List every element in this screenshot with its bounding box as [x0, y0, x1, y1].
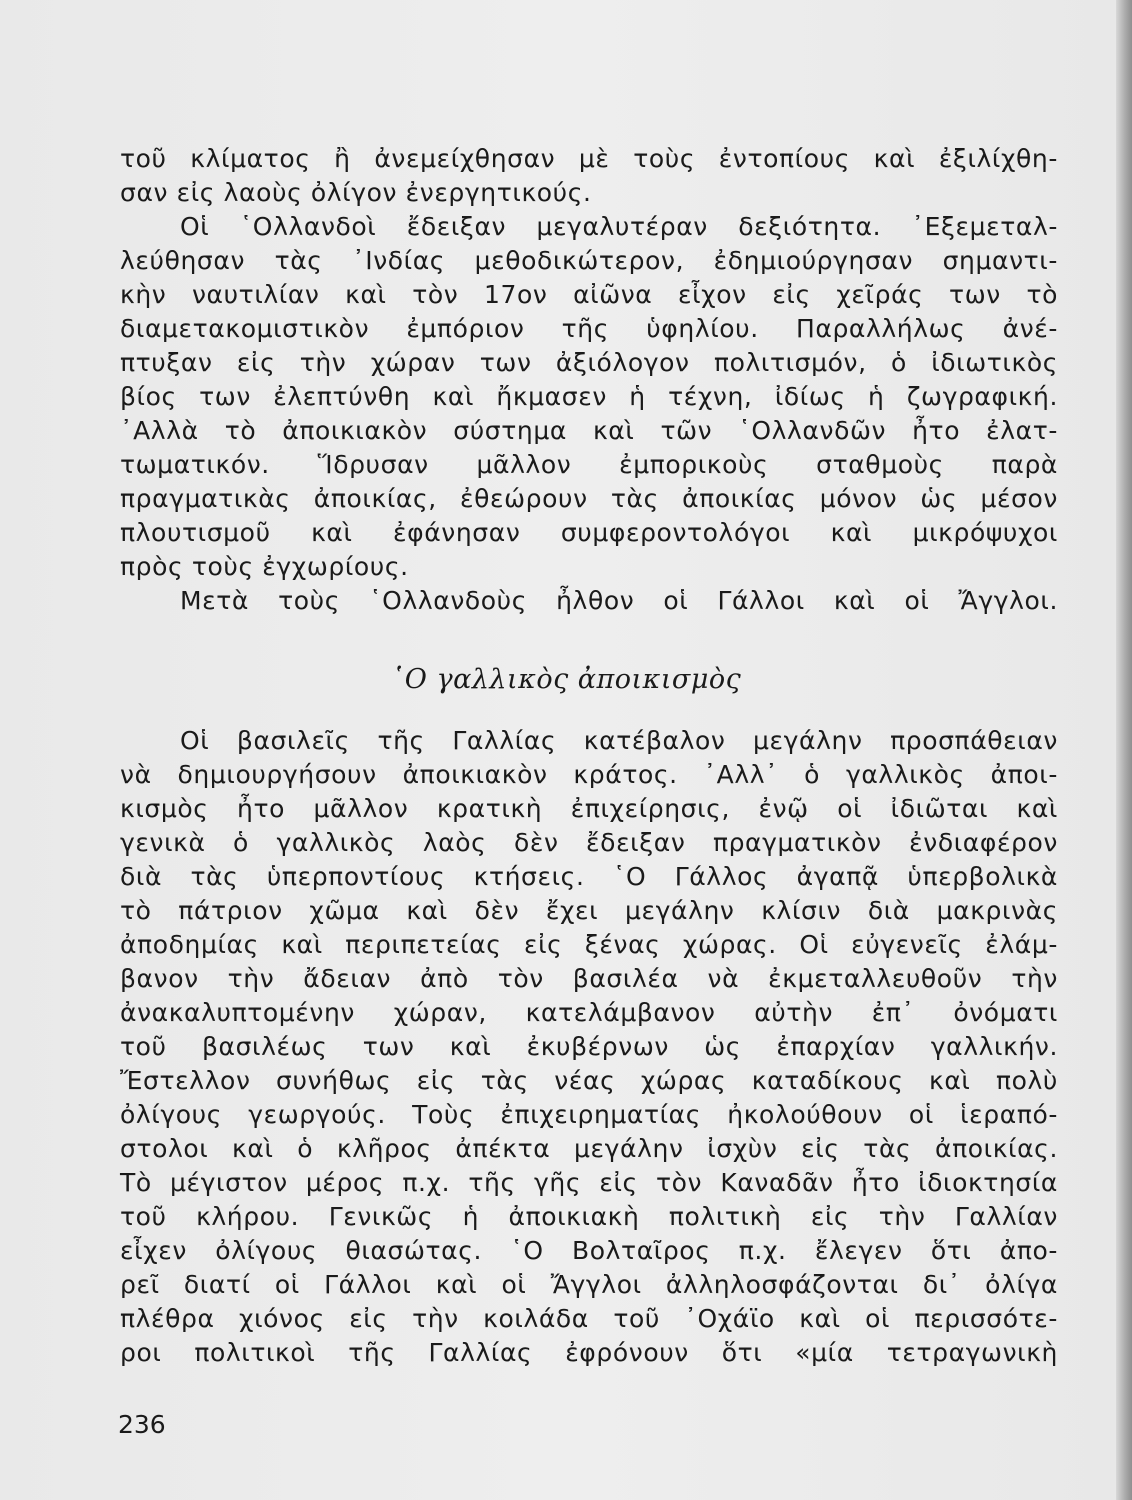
section-heading: ῾Ο γαλλικὸς ἀποικισμὸς	[390, 664, 742, 695]
text-line: γενικὰ ὁ γαλλικὸς λαὸς δὲν ἔδειξαν πραγματικὸν ἐνδιαφέρον	[120, 828, 1058, 857]
text-line: πλέθρα χιόνος εἰς τὴν κοιλάδα τοῦ ᾿Οχάϊο καὶ οἱ περισσότε-	[120, 1304, 1058, 1333]
page-number: 236	[118, 1410, 166, 1439]
text-line: βανον τὴν ἄδειαν ἀπὸ τὸν βασιλέα νὰ ἐκμεταλλευθοῦν τὴν	[120, 964, 1058, 993]
text-line: τὸ πάτριον χῶμα καὶ δὲν ἔχει μεγάλην κλίσιν διὰ μακρινὰς	[120, 896, 1058, 925]
text-line: νὰ δημιουργήσουν ἀποικιακὸν κράτος. ᾿Αλλ᾿ ὁ γαλλικὸς ἀποι-	[120, 760, 1058, 789]
text-line: Τὸ μέγιστον μέρος π.χ. τῆς γῆς εἰς τὸν Καναδᾶν ἦτο ἰδιοκτησία	[120, 1168, 1058, 1197]
text-line: ἀποδημίας καὶ περιπετείας εἰς ξένας χώρας. Οἱ εὐγενεῖς ἐλάμ-	[120, 930, 1058, 959]
page-edge-shadow	[1116, 0, 1132, 1500]
text-line: κισμὸς ἦτο μᾶλλον κρατικὴ ἐπιχείρησις, ἐνῷ οἱ ἰδιῶται καὶ	[120, 794, 1058, 823]
text-line: πραγματικὰς ἀποικίας, ἐθεώρουν τὰς ἀποικίας μόνον ὡς μέσον	[120, 484, 1058, 513]
text-line: κὴν ναυτιλίαν καὶ τὸν 17ον αἰῶνα εἶχον εἰς χεῖράς των τὸ	[120, 280, 1058, 309]
text-line: βίος των ἐλεπτύνθη καὶ ἤκμασεν ἡ τέχνη, ἰδίως ἡ ζωγραφική.	[120, 382, 1058, 411]
text-line: στολοι καὶ ὁ κλῆρος ἀπέκτα μεγάλην ἰσχὺν εἰς τὰς ἀποικίας.	[120, 1134, 1058, 1163]
text-line: ρεῖ διατί οἱ Γάλλοι καὶ οἱ Ἄγγλοι ἀλληλοσφάζονται δι᾿ ὀλίγα	[120, 1270, 1058, 1299]
text-line: ὀλίγους γεωργούς. Τοὺς ἐπιχειρηματίας ἠκολούθουν οἱ ἱεραπό-	[120, 1100, 1058, 1129]
text-line: ᾿Αλλὰ τὸ ἀποικιακὸν σύστημα καὶ τῶν ῾Ολλανδῶν ἦτο ἐλατ-	[120, 416, 1058, 445]
text-line: Ἔστελλον συνήθως εἰς τὰς νέας χώρας καταδίκους καὶ πολὺ	[120, 1066, 1058, 1095]
text-line: εἶχεν ὀλίγους θιασώτας. ῾Ο Βολταῖρος π.χ. ἔλεγεν ὅτι ἀπο-	[120, 1236, 1058, 1265]
text-line: Οἱ βασιλεῖς τῆς Γαλλίας κατέβαλον μεγάλην προσπάθειαν	[180, 726, 1058, 755]
text-line: τοῦ βασιλέως των καὶ ἐκυβέρνων ὡς ἐπαρχίαν γαλλικήν.	[120, 1032, 1058, 1061]
text-line: ροι πολιτικοὶ τῆς Γαλλίας ἐφρόνουν ὅτι «μία τετραγωνικὴ	[120, 1338, 1058, 1367]
text-line: ἀνακαλυπτομένην χώραν, κατελάμβανον αὐτὴν ἐπ᾿ ὀνόματι	[120, 998, 1058, 1027]
text-line: διαμετακομιστικὸν ἐμπόριον τῆς ὑφηλίου. Παραλλήλως ἀνέ-	[120, 314, 1058, 343]
text-line: τοῦ κλίματος ἢ ἀνεμείχθησαν μὲ τοὺς ἐντοπίους καὶ ἐξιλίχθη-	[120, 144, 1058, 173]
text-line: διὰ τὰς ὑπερποντίους κτήσεις. ῾Ο Γάλλος ἀγαπᾷ ὑπερβολικὰ	[120, 862, 1058, 891]
text-line: πτυξαν εἰς τὴν χώραν των ἀξιόλογον πολιτισμόν, ὁ ἰδιωτικὸς	[120, 348, 1058, 377]
text-line: Οἱ ῾Ολλανδοὶ ἔδειξαν μεγαλυτέραν δεξιότητα. ᾿Εξεμεταλ-	[180, 212, 1058, 241]
text-line: τοῦ κλήρου. Γενικῶς ἡ ἀποικιακὴ πολιτικὴ εἰς τὴν Γαλλίαν	[120, 1202, 1058, 1231]
text-line: πλουτισμοῦ καὶ ἐφάνησαν συμφεροντολόγοι καὶ μικρόψυχοι	[120, 518, 1058, 547]
text-line: τωματικόν. Ἵδρυσαν μᾶλλον ἐμπορικοὺς σταθμοὺς παρὰ	[120, 450, 1058, 479]
text-line: λεύθησαν τὰς ᾿Ινδίας μεθοδικώτερον, ἐδημιούργησαν σημαντι-	[120, 246, 1058, 275]
text-line: πρὸς τοὺς ἐγχωρίους.	[120, 552, 409, 581]
text-line: σαν εἰς λαοὺς ὀλίγον ἐνεργητικούς.	[120, 178, 592, 207]
text-line: Μετὰ τοὺς ῾Ολλανδοὺς ἦλθον οἱ Γάλλοι καὶ οἱ Ἄγγλοι.	[180, 586, 1058, 615]
